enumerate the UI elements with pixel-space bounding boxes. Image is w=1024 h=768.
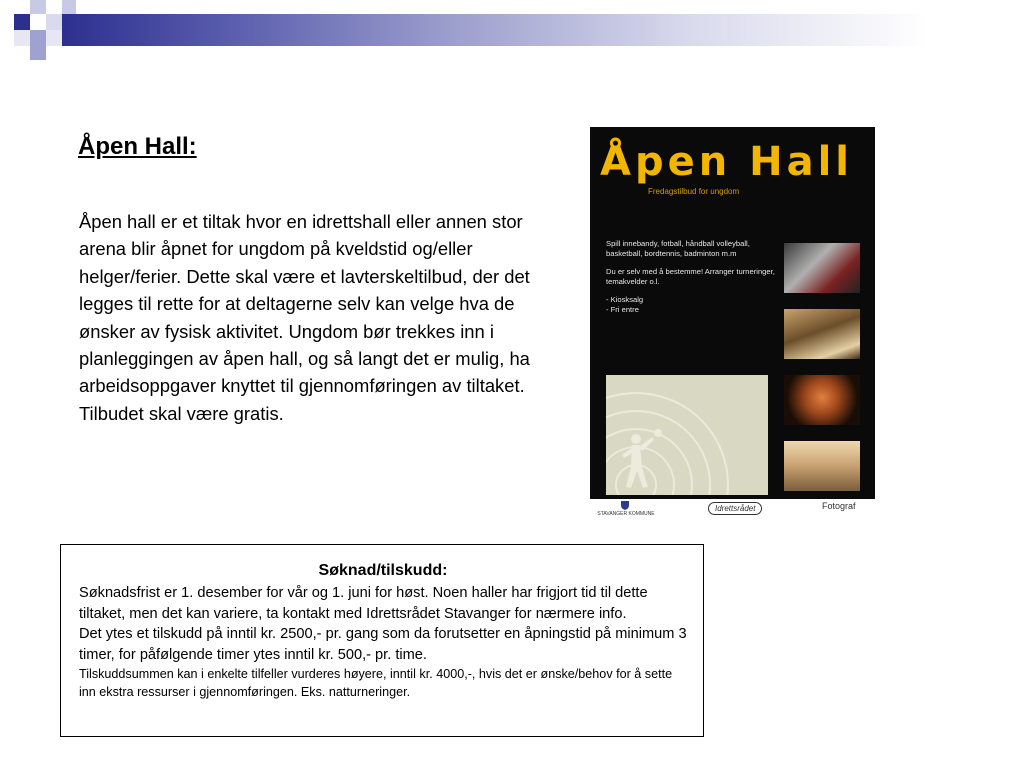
poster-kiosk: - Kiosksalg — [606, 295, 644, 304]
grant-text — [79, 583, 689, 701]
slide-title: Åpen Hall: — [78, 133, 197, 160]
poster-subtitle: Fredagstilbud for ungdom — [648, 187, 740, 196]
poster-photo-players — [784, 243, 860, 293]
poster-volleyball-panel — [606, 375, 768, 495]
poster-text-block — [606, 239, 776, 315]
banner-square-mid — [30, 46, 46, 60]
poster-entry: - Fri entre — [606, 305, 639, 314]
banner-square-light — [46, 30, 62, 46]
grant-amount-paragraph: Det ytes et tilskudd på inntil kr. 2500,- pr. gang som da forutsetter en åpningstid på minimum 3 timer, for påfølgende timer ytes inntil kr. 500,- pr. time. — [79, 626, 687, 663]
banner-square-mid — [30, 30, 46, 46]
banner-gradient-strip — [62, 14, 1024, 46]
footer-logo-fotograf: Fotograf — [822, 501, 856, 511]
poster-footer — [590, 499, 875, 521]
poster-activities: Spill innebandy, fotball, håndball volleyball, basketball, bordtennis, badminton m.m — [606, 239, 750, 258]
grant-extra-paragraph: Tilskuddsummen kan i enkelte tilfeller vurderes høyere, inntil kr. 4000,-, hvis det er ønske/behov for å sette inn ekstra ressurser i gjennomføringen. Eks. natturneringer. — [79, 667, 673, 699]
header-banner — [0, 0, 1024, 62]
poster-image — [590, 127, 875, 521]
poster-participation: Du er selv med å bestemme! Arranger turneringer, temakvelder o.l. — [606, 267, 775, 286]
banner-square-mid — [62, 0, 76, 14]
grant-heading: Søknad/tilskudd: — [318, 562, 448, 579]
banner-square-light — [14, 30, 30, 46]
grant-info-box — [60, 544, 704, 737]
volleyball-player-graphic — [606, 375, 768, 495]
poster-photo-hall — [784, 309, 860, 359]
poster-photo-court — [784, 441, 860, 491]
footer-logo-kommune: STAVANGER KOMMUNE — [597, 511, 655, 517]
banner-square-light — [30, 0, 46, 14]
banner-square-light — [46, 14, 62, 30]
poster-title: Åpen Hall — [600, 139, 854, 185]
footer-logo-idrettsradet: Idrettsrådet — [708, 502, 762, 515]
intro-paragraph: Åpen hall er et tiltak hvor en idrettshall eller annen stor arena blir åpnet for ungdom på kveldstid og/eller helger/ferier. Dette skal være et lavterskeltilbud, der det legges til rette for at deltagerne selv kan velge hva de ønsker av fysisk aktivitet. Ungdom bør trekkes inn i planleggingen av åpen hall, og så langt det er mulig, ha arbeidsoppgaver knyttet til gjennomføringen av tiltaket. Tilbudet skal være gratis. — [79, 211, 530, 424]
poster-photo-ball — [784, 375, 860, 425]
shield-icon — [620, 500, 630, 510]
banner-square-dark — [14, 14, 30, 30]
grant-deadline-paragraph: Søknadsfrist er 1. desember for vår og 1. juni for høst. Noen haller har frigjort tid til dette tiltaket, men det kan variere, ta kontakt med Idrettsrådet Stavanger for nærmere info. — [79, 585, 648, 622]
